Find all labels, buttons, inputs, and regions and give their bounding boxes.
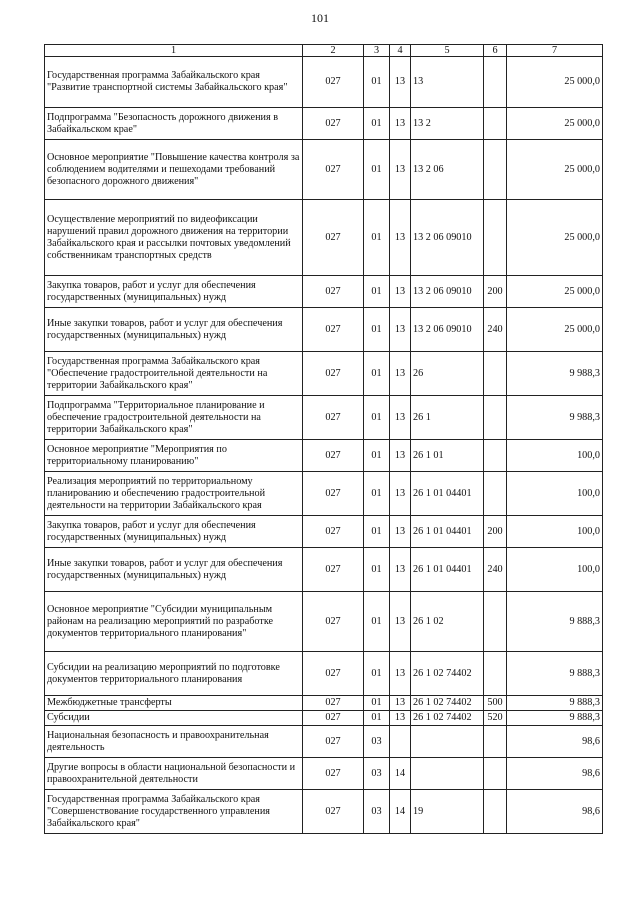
row-section: 01: [364, 696, 390, 711]
row-target-article: 13 2: [411, 108, 484, 140]
row-amount: 9 888,3: [507, 652, 603, 696]
column-header: 7: [507, 45, 603, 57]
row-amount: 98,6: [507, 758, 603, 790]
table-row: [45, 790, 603, 834]
budget-table: [44, 44, 603, 834]
row-ministry-code: 027: [303, 711, 364, 726]
row-subsection: 13: [390, 108, 411, 140]
row-section: 01: [364, 652, 390, 696]
row-amount: 9 888,3: [507, 696, 603, 711]
row-expense-type: [484, 652, 507, 696]
row-amount: 9 888,3: [507, 592, 603, 652]
row-amount: 100,0: [507, 440, 603, 472]
header-row: [45, 45, 603, 57]
row-section: 01: [364, 396, 390, 440]
row-expense-type: [484, 440, 507, 472]
row-subsection: 14: [390, 790, 411, 834]
row-ministry-code: 027: [303, 140, 364, 200]
row-subsection: 13: [390, 396, 411, 440]
row-expense-type: [484, 472, 507, 516]
row-ministry-code: 027: [303, 308, 364, 352]
row-subsection: 13: [390, 652, 411, 696]
column-header: 1: [45, 45, 303, 57]
row-subsection: 13: [390, 696, 411, 711]
table-row: [45, 200, 603, 276]
row-name: Основное мероприятие "Субсидии муниципальным районам на реализацию мероприятий по разработке документов территориального планирования": [45, 592, 303, 652]
row-section: 01: [364, 308, 390, 352]
table-row: [45, 108, 603, 140]
row-expense-type: 200: [484, 276, 507, 308]
row-name: Межбюджетные трансферты: [45, 696, 303, 711]
row-subsection: 13: [390, 57, 411, 108]
row-section: 01: [364, 200, 390, 276]
table-row: [45, 652, 603, 696]
table-row: [45, 140, 603, 200]
table-row: [45, 472, 603, 516]
row-subsection: 13: [390, 276, 411, 308]
row-section: 01: [364, 108, 390, 140]
row-expense-type: 240: [484, 308, 507, 352]
row-section: 01: [364, 516, 390, 548]
row-name: Субсидии на реализацию мероприятий по подготовке документов территориального планирования: [45, 652, 303, 696]
row-expense-type: [484, 396, 507, 440]
row-target-article: 13 2 06 09010: [411, 200, 484, 276]
row-amount: 25 000,0: [507, 57, 603, 108]
row-subsection: 13: [390, 711, 411, 726]
row-amount: 25 000,0: [507, 276, 603, 308]
row-target-article: 26: [411, 352, 484, 396]
row-name: Иные закупки товаров, работ и услуг для обеспечения государственных (муниципальных) нужд: [45, 548, 303, 592]
row-expense-type: [484, 790, 507, 834]
row-name: Субсидии: [45, 711, 303, 726]
row-name: Государственная программа Забайкальского края "Обеспечение градостроительной деятельности на территории Забайкальского края": [45, 352, 303, 396]
row-target-article: 26 1 01 04401: [411, 472, 484, 516]
row-ministry-code: 027: [303, 108, 364, 140]
row-section: 01: [364, 548, 390, 592]
row-subsection: 13: [390, 440, 411, 472]
row-ministry-code: 027: [303, 726, 364, 758]
row-section: 01: [364, 276, 390, 308]
row-name: Иные закупки товаров, работ и услуг для обеспечения государственных (муниципальных) нужд: [45, 308, 303, 352]
row-section: 01: [364, 140, 390, 200]
row-ministry-code: 027: [303, 472, 364, 516]
row-target-article: 26 1 01: [411, 440, 484, 472]
row-expense-type: [484, 200, 507, 276]
row-amount: 25 000,0: [507, 140, 603, 200]
row-section: 01: [364, 711, 390, 726]
row-name: Осуществление мероприятий по видеофиксации нарушений правил дорожного движения на территории Забайкальского края и рассылки почтовых уведомлений собственникам транспортных средств: [45, 200, 303, 276]
row-name: Национальная безопасность и правоохранительная деятельность: [45, 726, 303, 758]
row-amount: 25 000,0: [507, 200, 603, 276]
row-target-article: 26 1 02 74402: [411, 711, 484, 726]
row-target-article: 13 2 06 09010: [411, 308, 484, 352]
row-name: Государственная программа Забайкальского края "Развитие транспортной системы Забайкальского края": [45, 57, 303, 108]
row-expense-type: [484, 108, 507, 140]
row-expense-type: [484, 352, 507, 396]
row-amount: 9 888,3: [507, 711, 603, 726]
row-amount: 100,0: [507, 548, 603, 592]
row-amount: 100,0: [507, 472, 603, 516]
row-subsection: 13: [390, 548, 411, 592]
row-target-article: 26 1 01 04401: [411, 548, 484, 592]
row-amount: 9 988,3: [507, 352, 603, 396]
row-expense-type: 240: [484, 548, 507, 592]
row-subsection: 13: [390, 516, 411, 548]
row-subsection: 14: [390, 758, 411, 790]
row-expense-type: 520: [484, 711, 507, 726]
row-ministry-code: 027: [303, 652, 364, 696]
row-section: 01: [364, 592, 390, 652]
row-subsection: 13: [390, 140, 411, 200]
column-header: 5: [411, 45, 484, 57]
page-number: 101: [311, 11, 329, 25]
row-subsection: 13: [390, 200, 411, 276]
table-row: [45, 276, 603, 308]
row-ministry-code: 027: [303, 57, 364, 108]
row-section: 03: [364, 726, 390, 758]
column-header: 3: [364, 45, 390, 57]
column-header: 6: [484, 45, 507, 57]
row-expense-type: [484, 726, 507, 758]
row-subsection: 13: [390, 352, 411, 396]
row-ministry-code: 027: [303, 790, 364, 834]
row-expense-type: [484, 57, 507, 108]
row-name: Подпрограмма "Безопасность дорожного движения в Забайкальском крае": [45, 108, 303, 140]
row-target-article: 19: [411, 790, 484, 834]
row-expense-type: 500: [484, 696, 507, 711]
row-section: 01: [364, 472, 390, 516]
row-ministry-code: 027: [303, 696, 364, 711]
table-row: [45, 352, 603, 396]
row-subsection: 13: [390, 472, 411, 516]
row-amount: 25 000,0: [507, 308, 603, 352]
table-row: [45, 592, 603, 652]
row-target-article: 26 1 01 04401: [411, 516, 484, 548]
column-header: 2: [303, 45, 364, 57]
row-target-article: 26 1 02 74402: [411, 652, 484, 696]
row-ministry-code: 027: [303, 548, 364, 592]
row-target-article: 26 1 02 74402: [411, 696, 484, 711]
row-expense-type: [484, 140, 507, 200]
row-name: Государственная программа Забайкальского края "Совершенствование государственного управления Забайкальского края": [45, 790, 303, 834]
row-subsection: 13: [390, 308, 411, 352]
row-ministry-code: 027: [303, 440, 364, 472]
table-row: [45, 726, 603, 758]
row-section: 03: [364, 790, 390, 834]
table-row: [45, 758, 603, 790]
row-ministry-code: 027: [303, 592, 364, 652]
row-ministry-code: 027: [303, 276, 364, 308]
row-target-article: [411, 758, 484, 790]
row-subsection: [390, 726, 411, 758]
row-ministry-code: 027: [303, 516, 364, 548]
row-ministry-code: 027: [303, 396, 364, 440]
row-ministry-code: 027: [303, 352, 364, 396]
row-amount: 98,6: [507, 726, 603, 758]
column-header: 4: [390, 45, 411, 57]
row-name: Другие вопросы в области национальной безопасности и правоохранительной деятельности: [45, 758, 303, 790]
row-name: Закупка товаров, работ и услуг для обеспечения государственных (муниципальных) нужд: [45, 276, 303, 308]
row-subsection: 13: [390, 592, 411, 652]
row-target-article: [411, 726, 484, 758]
row-section: 01: [364, 352, 390, 396]
table-row: [45, 696, 603, 711]
row-section: 01: [364, 57, 390, 108]
row-target-article: 26 1: [411, 396, 484, 440]
row-ministry-code: 027: [303, 200, 364, 276]
row-name: Закупка товаров, работ и услуг для обеспечения государственных (муниципальных) нужд: [45, 516, 303, 548]
table-row: [45, 396, 603, 440]
row-name: Основное мероприятие "Повышение качества контроля за соблюдением водителями и пешеходами требований безопасного дорожного движения": [45, 140, 303, 200]
row-amount: 98,6: [507, 790, 603, 834]
table-row: [45, 548, 603, 592]
row-target-article: 13 2 06 09010: [411, 276, 484, 308]
row-name: Реализация мероприятий по территориальному планированию и обеспечению градостроительной деятельности на территории Забайкальского края: [45, 472, 303, 516]
row-amount: 100,0: [507, 516, 603, 548]
table-row: [45, 516, 603, 548]
row-expense-type: [484, 592, 507, 652]
row-section: 03: [364, 758, 390, 790]
row-amount: 25 000,0: [507, 108, 603, 140]
row-amount: 9 988,3: [507, 396, 603, 440]
table-row: [45, 711, 603, 726]
table-row: [45, 308, 603, 352]
table-row: [45, 57, 603, 108]
row-name: Основное мероприятие "Мероприятия по территориальному планированию": [45, 440, 303, 472]
row-section: 01: [364, 440, 390, 472]
row-target-article: 13 2 06: [411, 140, 484, 200]
row-expense-type: 200: [484, 516, 507, 548]
row-target-article: 26 1 02: [411, 592, 484, 652]
row-ministry-code: 027: [303, 758, 364, 790]
row-name: Подпрограмма "Территориальное планирование и обеспечение градостроительной деятельности на территории Забайкальского края": [45, 396, 303, 440]
row-target-article: 13: [411, 57, 484, 108]
table-row: [45, 440, 603, 472]
row-expense-type: [484, 758, 507, 790]
